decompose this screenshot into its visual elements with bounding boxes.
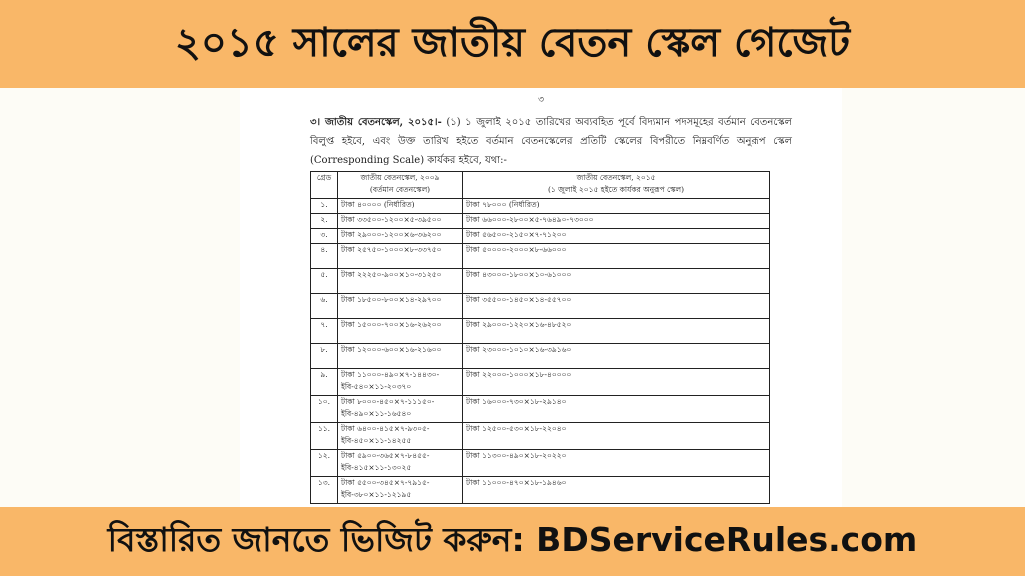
title-text: ২০১৫ সালের জাতীয় বেতন স্কেল গেজেট [174,19,851,66]
table-row: ১০. টাকা ৮০০০-৪৫০×৭-১১১৫০-ইবি-৪৯০×১১-১৬৫৪০ টাকা ১৬০০০-৭৩০×১৮-২৯১৪০ [311,396,770,423]
table-row: ১. টাকা ৪০০০০ (নির্ধারিত) টাকা ৭৮০০০ (নির্ধারিত) [311,199,770,214]
table-row: ৮. টাকা ১২০০০-৬০০×১৬-২১৬০০ টাকা ২৩০০০-১০১০×১৬-৩৯১৬০ [311,344,770,369]
table-row: ১২. টাকা ৫৯০০-৩৬৫×৭-৮৪৫৫-ইবি-৪১৫×১১-১৩০২৫ টাকা ১১৩০০-৪৯০×১৮-২০২২০ [311,450,770,477]
title-banner [0,0,1025,88]
col-grade: গ্রেড [311,172,338,199]
footer-banner [0,507,1025,576]
page-number: ৩ [538,95,544,105]
table-row: ১১. টাকা ৬৪০০-৪১৫×৭-৯৩০৫-ইবি-৪৫০×১১-১৪২৫৫ টাকা ১২৫০০-৫৩০×১৮-২২০৪০ [311,423,770,450]
pay-scale-table [310,171,770,504]
table-row: ৪. টাকা ২৫৭৫০-১০০০×৮-৩৩৭৫০ টাকা ৫০০০০-২০০০×৮-৬৬০০০ [311,244,770,269]
table-row: ৫. টাকা ২২২৫০-৯০০×১০-৩১২৫০ টাকা ৪৩০০০-১৮০০×১০-৬১০০০ [311,269,770,294]
section-heading: ৩। জাতীয় বেতনস্কেল, ২০১৫।- [310,117,442,128]
col-new-scale: জাতীয় বেতনস্কেল, ২০১৫ (১ জুলাই ২০১৫ হইতে কার্যকর অনুরূপ স্কেল) [463,172,770,199]
table-row: ৩. টাকা ২৯০০০-১২০০×৬-৩৬২০০ টাকা ৫৬৫০০-২১৫০×৭-৭১২০০ [311,229,770,244]
table-row: ১৩. টাকা ৫৫০০-৩৪৫×৭-৭৯১৫-ইবি-৩৮০×১১-১২১৯৫ টাকা ১১০০০-৪৭০×১৮-১৯৪৬০ [311,477,770,504]
col-old-scale: জাতীয় বেতনস্কেল, ২০০৯ (বর্তমান বেতনস্কেল) [338,172,463,199]
intro-paragraph [310,113,792,170]
table-row: ৬. টাকা ১৮৫০০-৮০০×১৪-২৯৭০০ টাকা ৩৫৫০০-১৪৫০×১৪-৫৫৭০০ [311,294,770,319]
intro-text: (১) ১ জুলাই ২০১৫ তারিখের অব্যবহিত পূর্বে বিদ্যমান পদসমূহের বর্তমান বেতনস্কেল বিলুপ্ত হইবে, এবং উক্ত তারিখ হইতে বর্তমান বেতনস্কেলের প্রতিটি স্কেলের বিপরীতে নিম্নবর্ণিত অনুরূপ স্কেল (Corresponding Scale) কার্যকর হইবে, যথা:- [310,117,793,166]
table-row: ২. টাকা ৩৩৫০০-১২০০×৫-৩৯৫০০ টাকা ৬৬০০০-২৮০০×৫-৭৬৪৯০-৭৩০০০ [311,214,770,229]
footer-text[interactable]: বিস্তারিত জানতে ভিজিট করুন: BDServiceRules.com [107,519,918,559]
document-image [240,88,842,507]
table-row: ৯. টাকা ১১০০০-৪৯০×৭-১৪৪৩০-ইবি-৫৪০×১১-২০৩৭০ টাকা ২২০০০-১০০০×১৮-৪০০০০ [311,369,770,396]
table-row: ৭. টাকা ১৫০০০-৭০০×১৬-২৬২০০ টাকা ২৯০০০-১২২০×১৬-৪৮৫২০ [311,319,770,344]
